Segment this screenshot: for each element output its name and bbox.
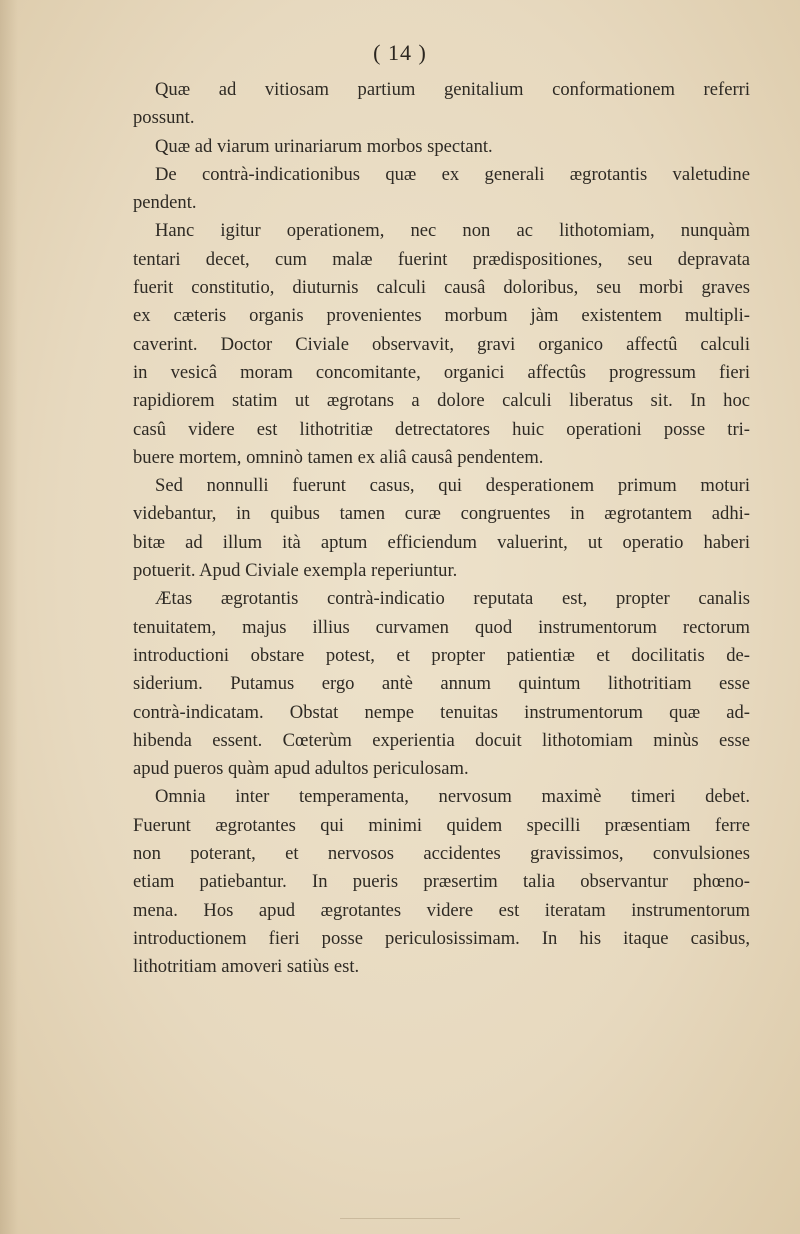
text-line: contrà-indicatam. Obstat nempe tenuitas instrumentorum quæ ad- [133,701,750,723]
body-text [133,76,750,982]
text-line: Fuerunt ægrotantes qui minimi quidem specilli præsentiam ferre [133,814,750,836]
text-line: Ætas ægrotantis contrà-indicatio reputata est, propter canalis [155,588,750,610]
text-line: possunt. [133,107,195,129]
text-line: in vesicâ moram concomitante, organici affectûs progressum fieri [133,361,750,383]
text-line: De contrà-indicationibus quæ ex generali ægrotantis valetudine [155,163,750,185]
text-line: Quæ ad viarum urinariarum morbos spectant. [155,135,493,157]
text-line: potuerit. Apud Civiale exempla reperiuntur. [133,560,458,582]
text-line: lithotritiam amoveri satiùs est. [133,956,360,978]
text-line: bitæ ad illum ità aptum efficiendum valuerint, ut operatio haberi [133,531,750,553]
text-line: tenuitatem, majus illius curvamen quod instrumentorum rectorum [133,616,750,638]
text-line: Omnia inter temperamenta, nervosum maximè timeri debet. [155,786,750,808]
text-line: Sed nonnulli fuerunt casus, qui desperationem primum moturi [155,475,750,497]
text-line: etiam patiebantur. In pueris præsertim talia observantur phœno- [133,871,750,893]
text-line: rapidiorem statim ut ægrotans a dolore calculi liberatus sit. In hoc [133,390,750,412]
page-fold-shadow [0,0,18,1234]
text-line: non poterant, et nervosos accidentes gravissimos, convulsiones [133,843,750,865]
text-line: introductioni obstare potest, et propter patientiæ et docilitatis de- [133,644,750,666]
text-line: siderium. Putamus ergo antè annum quintum lithotritiam esse [133,673,750,695]
text-line: apud pueros quàm apud adultos periculosam. [133,758,469,780]
text-line: mena. Hos apud ægrotantes videre est iteratam instrumentorum [133,899,750,921]
text-line: videbantur, in quibus tamen curæ congruentes in ægrotantem adhi- [133,503,750,525]
text-line: hibenda essent. Cœterùm experientia docuit lithotomiam minùs esse [133,729,750,751]
text-line: tentari decet, cum malæ fuerint prædispositiones, seu depravata [133,248,750,270]
text-line: ex cæteris organis provenientes morbum jàm existentem multipli- [133,305,750,327]
text-line: Hanc igitur operationem, nec non ac lithotomiam, nunquàm [155,220,750,242]
text-line: Quæ ad vitiosam partium genitalium conformationem referri [155,79,750,100]
text-line: caverint. Doctor Civiale observavit, gravi organico affectû calculi [133,333,750,355]
text-line: buere mortem, omninò tamen ex aliâ causâ pendentem. [133,446,544,468]
text-line: fuerit constitutio, diuturnis calculi causâ doloribus, seu morbi graves [133,277,750,299]
page-number: ( 14 ) [373,40,427,65]
text-line: pendent. [133,192,197,214]
bottom-rule [340,1218,460,1219]
text-line: introductionem fieri posse periculosissimam. In his itaque casibus, [133,927,750,949]
text-line: casû videre est lithotritiæ detrectatores huic operationi posse tri- [133,418,750,440]
